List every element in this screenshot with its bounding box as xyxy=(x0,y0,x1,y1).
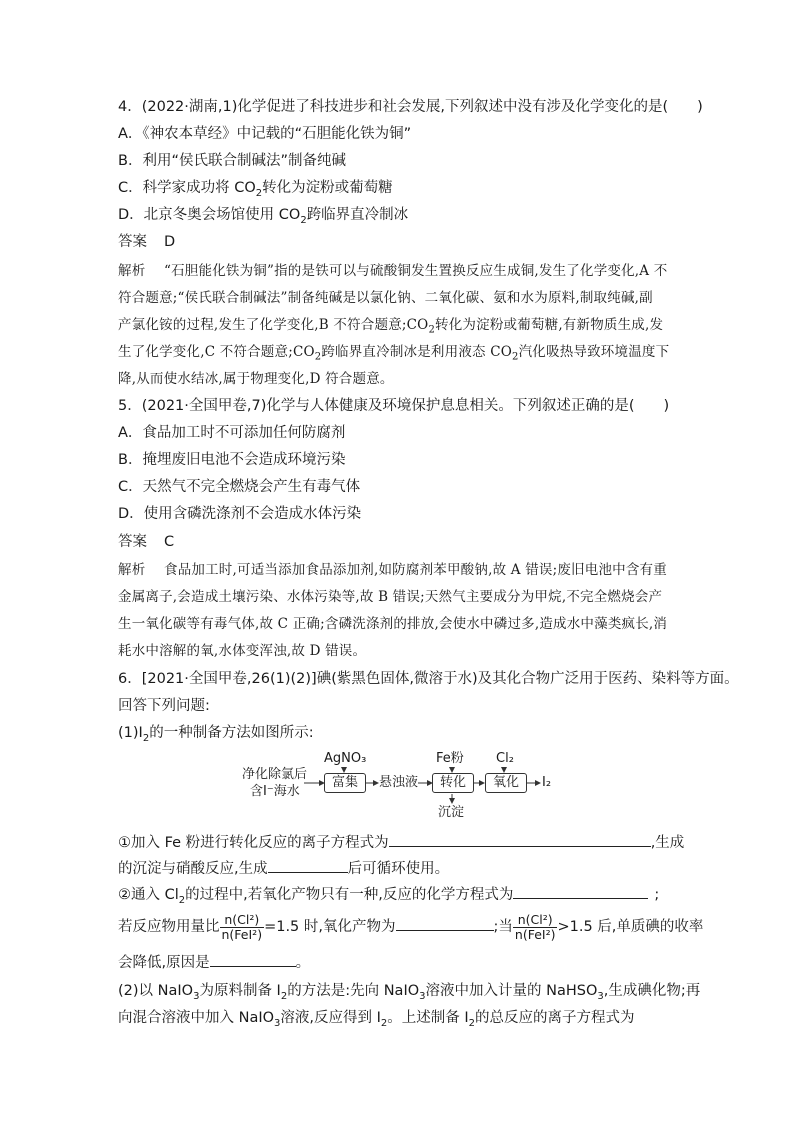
q4-option-d: D．北京冬奥会场馆使用 $CO_2$跨临界直冷制冰 xyxy=(118,207,409,226)
q4-option-b: B．利用“侯氏联合制碱法”制备纯碱 xyxy=(118,153,346,169)
q4-explanation-2: 符合题意;“侯氏联合制碱法”制备纯碱是以氯化钠、二氧化碳、氨和水为原料,制取纯碱,副 xyxy=(118,290,653,306)
q4-stem: 4．(2022·湖南,1)化学促进了科技进步和社会发展,下列叙述中没有涉及化学变化的是( ) xyxy=(118,99,703,115)
answer-blank-3[interactable] xyxy=(513,884,648,899)
q6-stem-1: 6．[2021·全国甲卷,26(1)(2)]碘(紫黑色固体,微溶于水)及其化合物广泛用于医药、染料等方面。 xyxy=(118,671,739,687)
q5-option-b: B．掩埋废旧电池不会造成环境污染 xyxy=(118,452,346,468)
q5-explanation-1: 解析 食品加工时,可适当添加食品添加剂,如防腐剂苯甲酸钠,故 A 错误;废旧电池中含有重 xyxy=(118,562,667,578)
flow-source-line1: 净化除氯后 xyxy=(242,767,308,782)
q6-part1-intro: $(1)I_2$的一种制备方法如图所示: xyxy=(118,725,314,744)
q4-option-a: A．《神农本草经》中记载的“石胆能化铁为铜” xyxy=(118,126,412,142)
flow-source-line2: 含I⁻海水 xyxy=(250,784,300,799)
ratio-fraction-1: $\frac{\text{n(Cl²)}}{\text{n(FeI²)}}$ xyxy=(221,911,263,942)
ratio-fraction-2: $\frac{\text{n(Cl²)}}{\text{n(FeI²)}}$ xyxy=(514,911,556,942)
q6-sub2: ②通入 $Cl_2$的过程中,若氧化产物只有一种,反应的化学方程式为 ; xyxy=(118,884,659,911)
flow-reagent-cl2: Cl₂ xyxy=(496,751,514,766)
answer-blank-4[interactable] xyxy=(396,916,494,931)
flow-reagent-agno3: AgNO₃ xyxy=(324,751,367,766)
q4-explanation-5: 降,从而使水结冰,属于物理变化,D 符合题意。 xyxy=(118,371,394,387)
flow-box-enrich: 富集 xyxy=(324,773,366,793)
q4-explanation-4: 生了化学变化,C 不符合题意$;CO_2$跨临界直冷制冰是利用液态 $CO_2$汽化吸热导致环境温度下 xyxy=(118,344,670,363)
q6-part2-line1: (2)以 NaIO$_3$为原料制备 $I_2$的方法是:先向 NaIO$_3$溶液中加入计量的 NaHSO$_3$,生成碘化物;再 xyxy=(118,983,701,1002)
flow-box-convert: 转化 xyxy=(432,773,474,793)
flow-precipitate: 沉淀 xyxy=(438,805,465,820)
q6-part2-line2: 向混合溶液中加入 NaIO$_3$溶液,反应得到 $I_2$。上述制备 $I_2$的总反应的离子方程式为 xyxy=(118,1010,635,1029)
answer-blank-1[interactable] xyxy=(389,832,651,847)
q5-option-c: C．天然气不完全燃烧会产生有毒气体 xyxy=(118,479,361,495)
flow-suspension: 悬浊液 xyxy=(379,775,419,790)
q6-sub3: 若反应物用量比 $\frac{\text{n(Cl²)}}{\text{n(FeI²)}}$ =1.5 时,氧化产物为 ;当 $\frac{\text{n(Cl²)}}{\text{n(FeI²)}}$ >1.5 后,单质碘的收率 xyxy=(118,911,704,942)
q5-option-a: A．食品加工时不可添加任何防腐剂 xyxy=(118,425,346,441)
q4-answer: 答案 D xyxy=(118,234,176,250)
flow-box-oxidize: 氧化 xyxy=(485,773,527,793)
q5-answer: 答案 C xyxy=(118,534,175,550)
q5-explanation-4: 耗水中溶解的氧,水体变浑浊,故 D 错误。 xyxy=(118,643,367,659)
q5-explanation-2: 金属离子,会造成土壤污染、水体污染等,故 B 错误;天然气主要成分为甲烷,不完全燃烧会产 xyxy=(118,589,663,605)
q4-option-c: C．科学家成功将 $CO_2$转化为淀粉或葡萄糖 xyxy=(118,180,393,199)
q5-explanation-3: 生一氧化碳等有毒气体,故 C 正确;含磷洗涤剂的排放,会使水中磷过多,造成水中藻类疯长,消 xyxy=(118,616,668,632)
answer-blank-5[interactable] xyxy=(210,952,296,967)
answer-blank-2[interactable] xyxy=(268,858,348,873)
q6-sub1-b: 的沉淀与硝酸反应,生成 后可循环使用。 xyxy=(118,858,449,879)
q5-stem: 5．(2021·全国甲卷,7)化学与人体健康及环境保护息息相关。下列叙述正确的是( ) xyxy=(118,398,670,414)
flow-reagent-fe: Fe粉 xyxy=(436,751,464,766)
q4-explanation-3: 产氯化铵的过程,发生了化学变化,B 不符合题意$;CO_2$转化为淀粉或葡萄糖,有新物质生成,发 xyxy=(118,317,664,336)
flow-product: I₂ xyxy=(542,775,552,790)
q6-stem-2: 回答下列问题: xyxy=(118,698,210,714)
q4-explanation-1: 解析 “石胆能化铁为铜”指的是铁可以与硫酸铜发生置换反应生成铜,发生了化学变化,A 不 xyxy=(118,263,668,279)
iodine-preparation-flowchart xyxy=(240,753,570,823)
q6-sub4: 会降低,原因是 。 xyxy=(118,952,310,973)
q6-sub1: ①加入 Fe 粉进行转化反应的离子方程式为 ,生成 xyxy=(118,832,684,853)
q5-option-d: D．使用含磷洗涤剂不会造成水体污染 xyxy=(118,506,362,522)
